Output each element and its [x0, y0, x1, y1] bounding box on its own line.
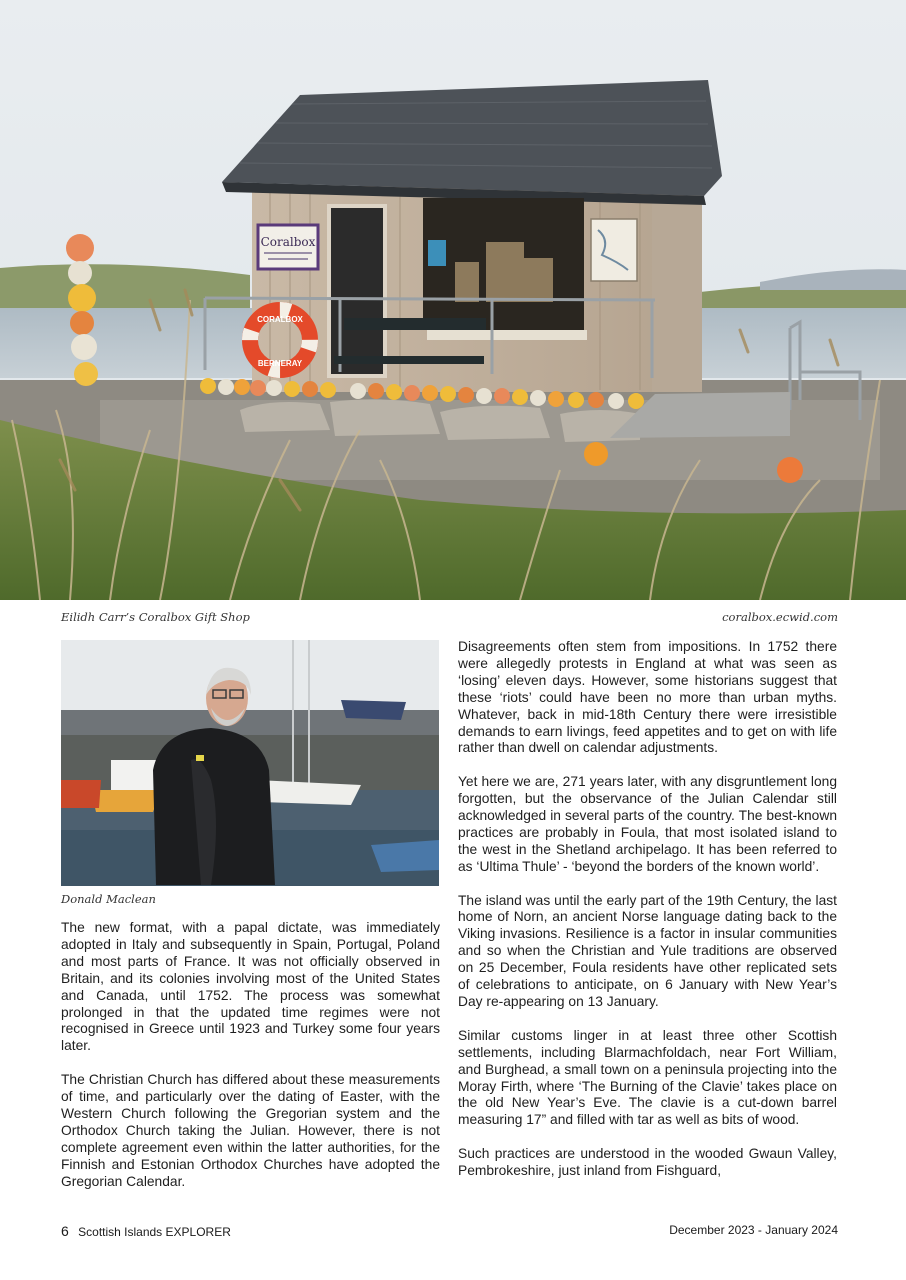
left-column — [61, 920, 440, 1207]
right-paragraph-3: The island was until the early part of the 19th Century, the last home of Norn, an ancient Norse language dating back to the Viking invasions. Resilience is a factor in insular communities and so when the Christian and Yule traditions are observed on 25 December, Foula residents have other replicated sets of celebrations to anticipate, on 6 January with New Year’s Day re-appearing on 13 January. — [458, 892, 837, 1009]
footer-left — [61, 1223, 231, 1239]
right-paragraph-5: Such practices are understood in the wooded Gwaun Valley, Pembrokeshire, just inland from Fishguard, — [458, 1146, 837, 1179]
main-photo — [0, 0, 906, 600]
portrait-photo — [61, 640, 439, 886]
left-paragraph-1: The new format, with a papal dictate, was immediately adopted in Italy and subsequently in Spain, Portugal, Poland and most parts of France. It was not officially observed in Britain, and its colonies involving most of the United States and Canada, until 1752. The process was somewhat prolonged in that the updated time regimes were not recognised in Greece until 1923 and Turkey some four years later. — [61, 920, 440, 1054]
lifebuoy-text-bottom: BERNERAY — [257, 359, 303, 368]
lifebuoy-text-top: CORALBOX — [257, 315, 303, 324]
right-column — [458, 639, 837, 1197]
coralbox-shop-photo — [0, 0, 906, 600]
page-number: 6 — [61, 1223, 69, 1239]
portrait-caption: Donald Maclean — [61, 892, 156, 906]
right-paragraph-2: Yet here we are, 271 years later, with any disgruntlement long forgotten, but the observance of the Julian Calendar still acknowledged in several parts of the country. The best-known practices are probably in Foula, that most isolated island to the west in the Shetland archipelago. It has been referred to as ‘Ultima Thule’ - ‘beyond the borders of the known world’. — [458, 774, 837, 874]
issue-date: December 2023 - January 2024 — [669, 1223, 838, 1237]
magazine-title: Scottish Islands EXPLORER — [78, 1225, 231, 1239]
shop-sign: Coralbox — [260, 235, 316, 249]
right-paragraph-1: Disagreements often stem from impositions. In 1752 there were allegedly protests in England at what was seen as ‘losing’ eleven days. However, some historians suggest that these ‘riots’ could have been no more than urban myths. Whatever, back in mid-18th Century there were irresistible demands to earn livings, feed appetites and to get on with life rather than dwell on calendar adjustments. — [458, 639, 837, 756]
main-photo-credit: coralbox.ecwid.com — [722, 610, 838, 624]
right-paragraph-4: Similar customs linger in at least three other Scottish settlements, including Blarmachfoldach, near Fort William, and Burghead, a small town on a peninsula projecting into the Moray Firth, where ‘The Burning of the Clavie’ takes place on the old New Year’s Eve. The clavie is a cut-down barrel measuring 17” and filled with tar as well as bits of wood. — [458, 1027, 837, 1128]
donald-maclean-photo — [61, 640, 439, 886]
left-paragraph-2: The Christian Church has differed about these measurements of time, and particularly over the dating of Easter, with the Western Church following the Gregorian system and the Orthodox Church taking the Julian. However, there is not complete agreement even within the latter authorities, for the Finnish and Estonian Orthodox Churches have adopted the Gregorian Calendar. — [61, 1072, 440, 1189]
main-photo-caption: Eilidh Carr’s Coralbox Gift Shop — [61, 610, 250, 624]
